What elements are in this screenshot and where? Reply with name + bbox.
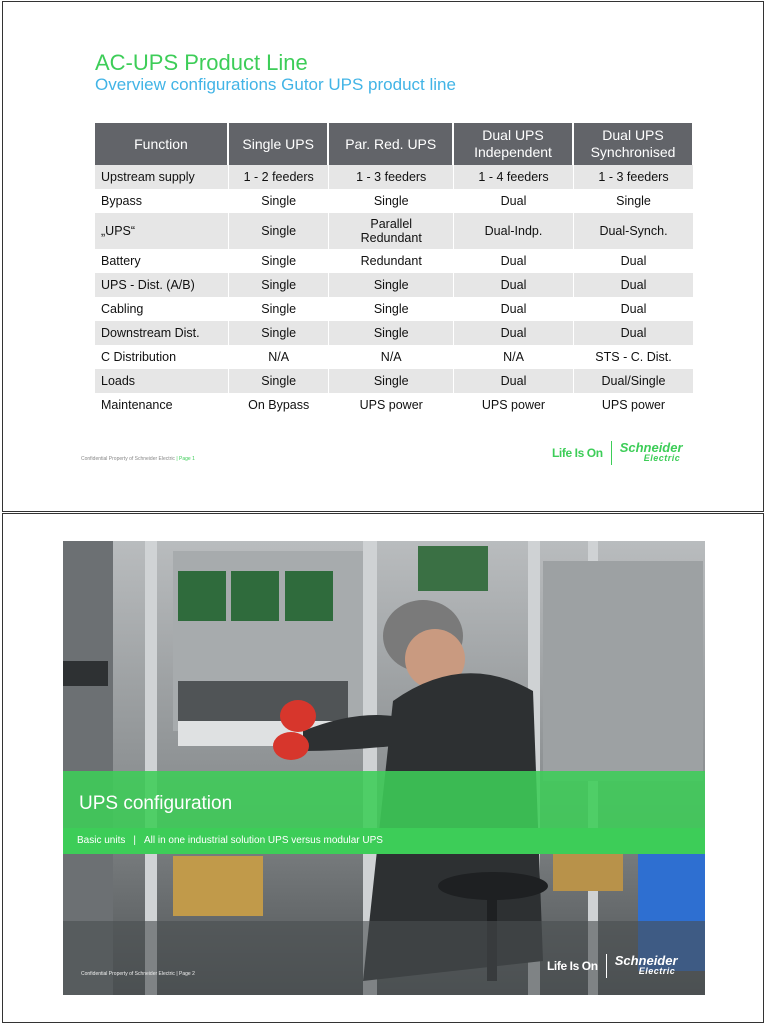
table-cell: N/A	[268, 350, 290, 364]
table-cell: Single	[329, 273, 453, 297]
table-cell: Dual	[454, 369, 573, 393]
header-par-red-ups: Par. Red. UPS	[329, 123, 453, 165]
table-cell: Single	[261, 254, 297, 268]
row-label: Battery	[101, 254, 141, 268]
table-cell: Redundant	[360, 254, 422, 268]
header-single-ups: Single UPS	[229, 123, 329, 165]
table-cell: Single	[373, 194, 409, 208]
table-row	[95, 273, 693, 297]
table-row	[95, 393, 693, 417]
table-row	[95, 189, 693, 213]
schneider-electric-wordmark: Schneider Electric	[619, 440, 683, 463]
table-cell: Dual	[574, 321, 693, 345]
table-cell: Single	[229, 321, 329, 345]
table-row	[95, 165, 693, 189]
logo-divider	[611, 441, 612, 465]
title-banner	[63, 771, 705, 854]
table-cell: Dual	[500, 254, 527, 268]
table-cell: Dual	[620, 254, 647, 268]
slide-title: AC-UPS Product Line	[95, 50, 308, 75]
table-cell: 1 - 4 feeders	[454, 165, 573, 189]
slide-subtitle: Overview configurations Gutor UPS product line	[95, 75, 456, 94]
life-is-on-tagline: Life Is On	[547, 959, 598, 973]
table-cell: Dual	[620, 302, 647, 316]
table-cell: On Bypass	[248, 398, 310, 412]
table-cell: Dual	[574, 273, 693, 297]
table-cell: Dual	[454, 321, 573, 345]
table-cell: Single	[261, 194, 297, 208]
row-label: „UPS“	[95, 213, 228, 249]
photo-illustration	[63, 541, 705, 995]
table-cell: Single	[329, 321, 453, 345]
table-cell: Dual/Single	[574, 369, 693, 393]
slide-2	[2, 513, 764, 1023]
table-cell: Dual-Indp.	[454, 213, 573, 249]
table-cell: Dual	[500, 194, 527, 208]
schneider-logo	[547, 951, 678, 981]
header-function: Function	[95, 123, 228, 165]
table-cell: Dual-Synch.	[574, 213, 693, 249]
page-number: | Page 1	[176, 456, 195, 462]
technician-photo	[63, 541, 705, 995]
section-subtitle: Basic units | All in one industrial solution UPS versus modular UPS	[77, 835, 383, 846]
footer-confidential: Confidential Property of Schneider Electric | Page 2	[81, 971, 195, 977]
section-title: UPS configuration	[79, 793, 233, 814]
table-cell: N/A	[380, 350, 402, 364]
table-cell: N/A	[503, 350, 524, 364]
row-label: UPS - Dist. (A/B)	[95, 273, 228, 297]
table-cell: Dual	[500, 302, 527, 316]
header-dual-ups-independent: Dual UPS Independent	[454, 123, 573, 165]
row-label: Maintenance	[101, 398, 173, 412]
table-row	[95, 249, 693, 273]
table-cell: Single	[373, 302, 409, 316]
life-is-on-tagline: Life Is On	[552, 446, 603, 460]
table-row	[95, 321, 693, 345]
table-header-row	[95, 123, 693, 165]
table-row	[95, 297, 693, 321]
schneider-electric-wordmark: Schneider Electric	[614, 953, 678, 976]
table-cell: 1 - 3 feeders	[329, 165, 453, 189]
table-row	[95, 369, 693, 393]
header-dual-ups-synchronised: Dual UPS Synchronised	[574, 123, 693, 165]
table-row	[95, 213, 693, 249]
table-cell: 1 - 3 feeders	[574, 165, 693, 189]
configuration-table	[94, 123, 694, 417]
slide-1	[2, 1, 764, 512]
row-label: C Distribution	[101, 350, 177, 364]
row-label: Cabling	[101, 302, 144, 316]
row-label: Downstream Dist.	[95, 321, 228, 345]
table-cell: Single	[329, 369, 453, 393]
table-cell: Single	[616, 194, 651, 208]
subtitle-bar	[63, 828, 705, 854]
logo-divider	[606, 954, 607, 978]
table-cell: UPS power	[601, 398, 666, 412]
table-cell: STS - C. Dist.	[595, 350, 672, 364]
table-cell: Dual	[454, 273, 573, 297]
table-cell: Single	[261, 302, 297, 316]
row-label: Bypass	[101, 194, 142, 208]
table-cell: UPS power	[359, 398, 423, 412]
schneider-logo	[552, 439, 683, 467]
row-label: Loads	[95, 369, 228, 393]
table-cell: Single	[229, 369, 329, 393]
table-cell: Single	[229, 273, 329, 297]
table-cell: Parallel Redundant	[329, 213, 453, 249]
row-label: Upstream supply	[95, 165, 228, 189]
table-row	[95, 345, 693, 369]
footer-confidential: Confidential Property of Schneider Electric | Page 1	[81, 456, 195, 462]
table-cell: 1 - 2 feeders	[229, 165, 329, 189]
table-cell: Single	[229, 213, 329, 249]
table-cell: UPS power	[481, 398, 546, 412]
